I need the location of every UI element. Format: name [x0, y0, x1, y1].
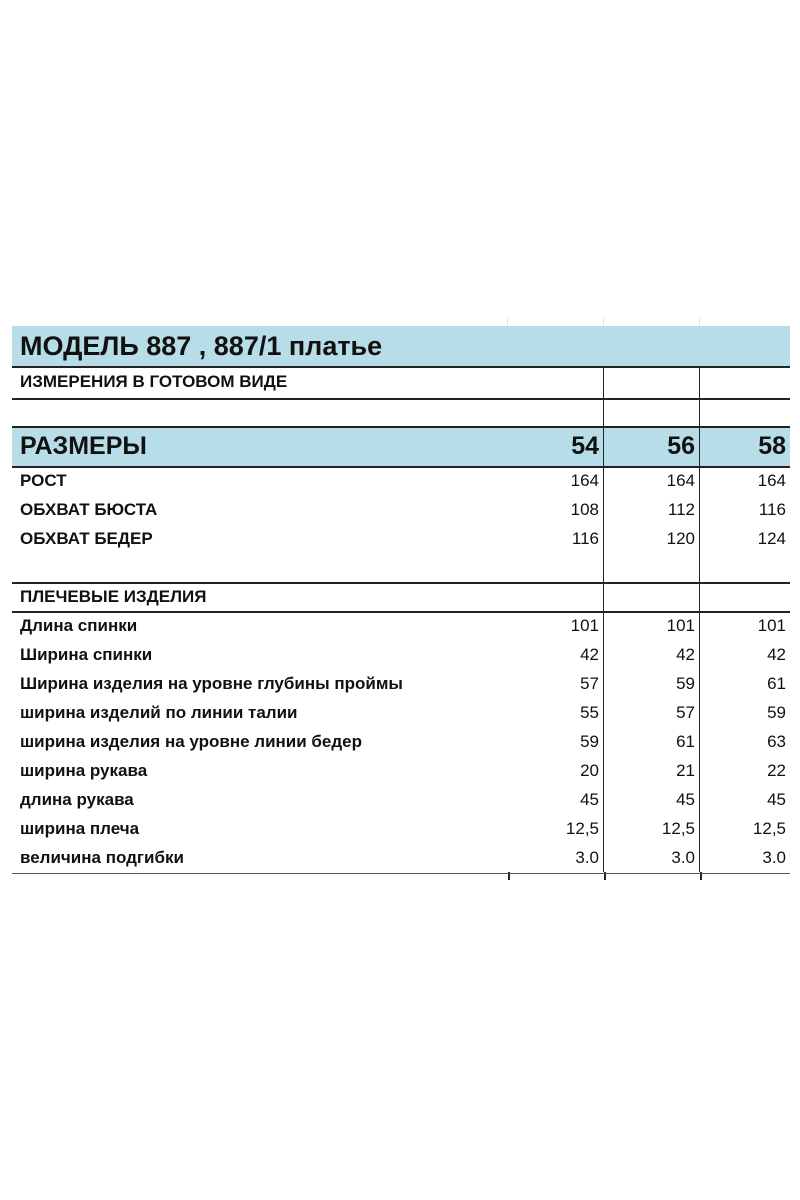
row-value: 45 — [580, 789, 599, 809]
label-cell — [12, 698, 508, 727]
label-cell — [12, 582, 508, 611]
table-subtitle: ИЗМЕРЕНИЯ В ГОТОВОМ ВИДЕ — [20, 372, 288, 391]
row-value: 3.0 — [575, 847, 599, 867]
table-row — [12, 553, 790, 582]
sizes-header-row — [12, 426, 790, 466]
row-label: РОСТ — [20, 470, 67, 490]
value-cell — [508, 366, 604, 398]
sizes-label: РАЗМЕРЫ — [20, 431, 147, 460]
grid-line — [12, 873, 790, 874]
row-value: 112 — [667, 499, 695, 519]
row-value: 101 — [666, 615, 695, 635]
size-cell — [700, 426, 790, 466]
value-cell — [604, 466, 700, 495]
value-cell — [700, 553, 790, 582]
value-cell — [604, 640, 700, 669]
value-cell — [508, 611, 604, 640]
label-cell — [12, 640, 508, 669]
table-row — [12, 814, 790, 843]
row-value: 12,5 — [565, 818, 599, 838]
value-cell — [700, 582, 790, 611]
row-value: 116 — [571, 528, 599, 548]
row-value: 57 — [676, 702, 695, 722]
row-value: 59 — [676, 673, 695, 693]
row-value: 164 — [570, 470, 599, 490]
label-cell — [12, 398, 508, 426]
row-label: ширина изделия на уровне линии бедер — [20, 731, 363, 751]
grid-line — [12, 398, 790, 400]
label-cell — [12, 426, 508, 466]
row-label: ширина изделий по линии талии — [20, 702, 298, 722]
table-row — [12, 785, 790, 814]
value-cell — [604, 611, 700, 640]
row-value: 116 — [758, 499, 786, 519]
value-cell — [604, 669, 700, 698]
table-row — [12, 611, 790, 640]
table-row — [12, 698, 790, 727]
row-value: 59 — [767, 702, 786, 722]
label-cell — [12, 785, 508, 814]
value-cell — [604, 814, 700, 843]
table-row — [12, 640, 790, 669]
value-cell — [700, 524, 790, 553]
row-value: 108 — [570, 499, 599, 519]
label-cell — [12, 495, 508, 524]
size-value: 56 — [667, 431, 695, 460]
value-cell — [508, 814, 604, 843]
value-cell — [700, 669, 790, 698]
value-cell — [508, 495, 604, 524]
value-cell — [508, 582, 604, 611]
value-cell — [700, 785, 790, 814]
value-cell — [508, 843, 604, 872]
size-value: 54 — [571, 431, 599, 460]
row-value: 3.0 — [671, 847, 695, 867]
value-cell — [700, 366, 790, 398]
value-cell — [700, 611, 790, 640]
grid-line — [12, 611, 790, 613]
value-cell — [604, 553, 700, 582]
value-cell — [604, 366, 700, 398]
row-value: 12,5 — [661, 818, 695, 838]
value-cell — [700, 698, 790, 727]
value-cell — [604, 398, 700, 426]
row-value: 164 — [757, 470, 786, 490]
table-row — [12, 466, 790, 495]
value-cell — [508, 669, 604, 698]
value-cell — [604, 495, 700, 524]
row-value: 45 — [676, 789, 695, 809]
row-value: 63 — [767, 731, 786, 751]
table-row — [12, 843, 790, 872]
value-cell — [508, 727, 604, 756]
grid-line — [12, 426, 790, 428]
row-value: 3.0 — [762, 847, 786, 867]
title-cell — [12, 326, 508, 366]
row-label: величина подгибки — [20, 847, 184, 867]
value-cell — [508, 640, 604, 669]
row-value: 42 — [580, 644, 599, 664]
value-cell — [508, 698, 604, 727]
table-row — [12, 669, 790, 698]
label-cell — [12, 466, 508, 495]
label-cell — [12, 756, 508, 785]
title-row — [12, 326, 790, 366]
value-cell — [700, 495, 790, 524]
label-cell — [12, 669, 508, 698]
table-row — [12, 495, 790, 524]
row-label: Длина спинки — [20, 615, 138, 635]
row-value: 59 — [580, 731, 599, 751]
row-value: 61 — [676, 731, 695, 751]
row-value: 101 — [757, 615, 786, 635]
grid-line — [12, 582, 790, 584]
row-value: 57 — [580, 673, 599, 693]
row-value: 12,5 — [752, 818, 786, 838]
grid-line — [12, 466, 790, 468]
row-value: 55 — [580, 702, 599, 722]
value-cell — [508, 466, 604, 495]
row-value: 42 — [676, 644, 695, 664]
value-cell — [508, 553, 604, 582]
value-cell — [700, 756, 790, 785]
row-value: 164 — [666, 470, 695, 490]
row-value: 42 — [767, 644, 786, 664]
value-cell — [700, 814, 790, 843]
size-value: 58 — [758, 431, 786, 460]
label-cell — [12, 814, 508, 843]
value-cell — [700, 640, 790, 669]
value-cell — [508, 785, 604, 814]
label-cell — [12, 366, 508, 398]
row-value: 20 — [580, 760, 599, 780]
value-cell — [604, 524, 700, 553]
row-value: 22 — [767, 760, 786, 780]
value-cell — [604, 756, 700, 785]
value-cell — [604, 698, 700, 727]
row-label: Ширина изделия на уровне глубины проймы — [20, 673, 403, 693]
row-label: длина рукава — [20, 789, 134, 809]
value-cell — [604, 785, 700, 814]
row-value: 45 — [767, 789, 786, 809]
value-cell — [700, 843, 790, 872]
table-row — [12, 756, 790, 785]
label-cell — [12, 727, 508, 756]
label-cell — [12, 843, 508, 872]
row-label: Ширина спинки — [20, 644, 153, 664]
size-cell — [508, 426, 604, 466]
value-cell — [700, 727, 790, 756]
table-row — [12, 727, 790, 756]
label-cell — [12, 553, 508, 582]
row-value: 61 — [767, 673, 786, 693]
value-cell — [604, 843, 700, 872]
row-label: ОБХВАТ БЮСТА — [20, 499, 158, 519]
label-cell — [12, 611, 508, 640]
value-cell — [700, 466, 790, 495]
row-label: ОБХВАТ БЕДЕР — [20, 528, 153, 548]
empty-row — [12, 398, 790, 426]
value-cell — [604, 582, 700, 611]
row-value: 124 — [757, 528, 786, 548]
table-row — [12, 524, 790, 553]
size-cell — [604, 426, 700, 466]
value-cell — [508, 398, 604, 426]
row-value: 101 — [570, 615, 599, 635]
row-value: 21 — [676, 760, 695, 780]
label-cell — [12, 524, 508, 553]
value-cell — [604, 727, 700, 756]
row-value: 120 — [666, 528, 695, 548]
table-row — [12, 582, 790, 611]
value-cell — [700, 398, 790, 426]
row-label: ширина рукава — [20, 760, 148, 780]
grid-line — [12, 366, 790, 368]
value-cell — [508, 756, 604, 785]
page-title: МОДЕЛЬ 887 , 887/1 платье — [20, 330, 383, 361]
subtitle-row — [12, 366, 790, 398]
value-cell — [508, 524, 604, 553]
row-label: ПЛЕЧЕВЫЕ ИЗДЕЛИЯ — [20, 586, 207, 606]
row-label: ширина плеча — [20, 818, 140, 838]
